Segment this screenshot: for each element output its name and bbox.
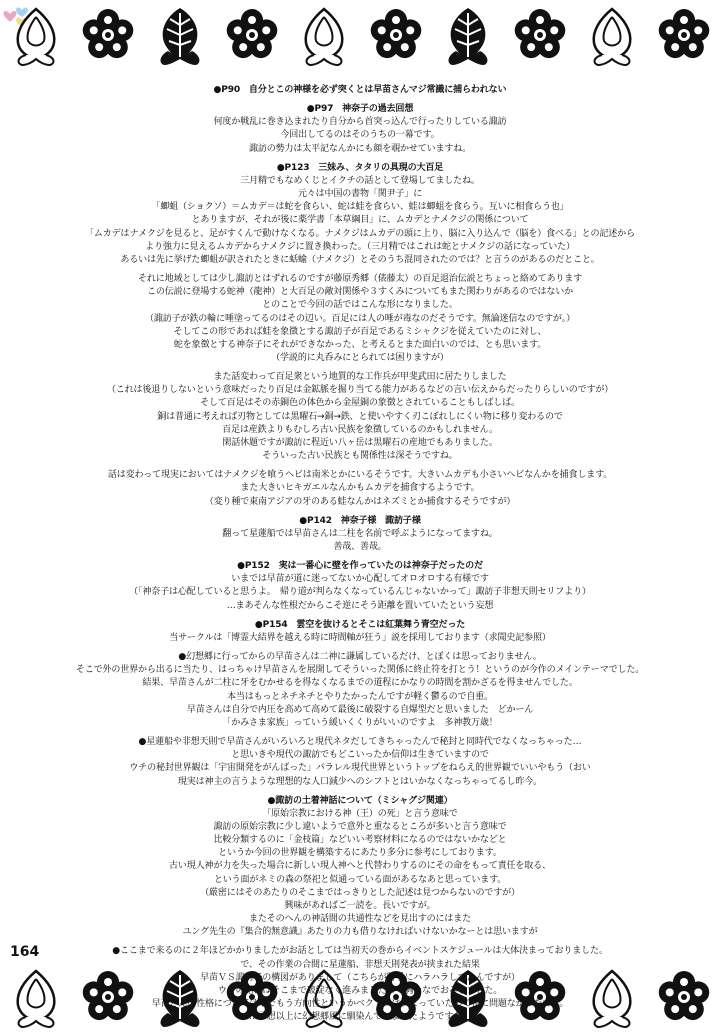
text-line: （これは後退りしないという意味だったり百足は金鉱脈を掘り当てる能力があるなどの言い伝えからだったりらしいのですが） [106, 385, 614, 396]
crest-leaf-icon [438, 5, 498, 67]
text-line: 「原始宗教における神（王）の死」と言う意味で [262, 808, 458, 819]
crest-five-petal-icon [78, 5, 138, 67]
crest-triangle-icon [582, 5, 642, 67]
text-line: （学説的に丸呑みにとられては困りますが） [271, 352, 449, 363]
text-line: 翻って星蓮船では早苗さんは二柱を名前で呼ぶようになってますね。 [222, 528, 498, 539]
section-heading: ●P152 実は一番心に壁を作っていたのは神奈子だったのだ [237, 561, 483, 572]
section-heading: ●諏訪の土着神話について（ミシャグジ関連） [267, 795, 453, 806]
text-line: …予想以上に幻想郷風に馴染んでしまったようですが。 [248, 1012, 472, 1023]
text-line: あるいは先に挙げた蝍蛆が訳されたときに蛞蝓（ナメクジ）とそのうち混同されたのでは？と言うのがあるのだとこと。 [120, 254, 600, 265]
top-crest-border [0, 0, 720, 72]
text-line: とのことで今回の話ではこんな形になりました。 [262, 300, 458, 311]
crest-triangle-icon [294, 5, 354, 67]
paragraph [8, 162, 712, 267]
text-line: この伝説に登場する蛇神（龍神）と大百足の敵対関係や３すくみについてもまた関わりがあるのではないか [146, 287, 574, 298]
text-line: そういった古い民族とも関係性は深そうですね。 [262, 451, 458, 462]
text-line: （「神奈子は心配していると思うよ。 帰り道が判らなくなっているんじゃないかって」諏訪子非想天則セリフより） [129, 587, 591, 598]
text-line: 現実は神主の言うような理想的な人口減少へのシフトとはいかなくなっちゃってるし昨今。 [177, 776, 543, 787]
text-line: （変り種で東南アジアの牙のある蛙なんかはネズミとか捕食するそうですが） [204, 496, 516, 507]
text-line: 銅は普通に考えれば刃物としては黒曜石→銅→鉄、と使いやすく刃こぼれしにくい物に移り変わるので [157, 411, 563, 422]
text-line: と思いきや現代の諏訪でもどこいったか信仰は生きていますので [231, 750, 489, 761]
text-line: より強力に見えるムカデからナメクジに置き換わった。（三月精ではこれは蛇とナメクジの話になっていた） [145, 241, 575, 252]
text-line: いまでは早苗が道に迷ってないか心配してオロオロする有様です [231, 574, 489, 585]
text-line: で、その作業の合間に星蓮船、非想天則発表が挟まれた結果 [240, 959, 480, 970]
section-heading: ●P90 自分とこの神様を必ず突くとは早苗さんマジ常識に捕らわれない [213, 85, 507, 95]
crest-five-petal-icon [654, 5, 714, 67]
paragraph [8, 371, 712, 463]
text-line: 興味があればご一読を。長いですが。 [284, 900, 436, 911]
text-line: 今回出してるのはそのうちの一幕です。 [280, 130, 440, 141]
text-line: また話変わって百足衆という地質的な工作兵が甲斐武田に居たりしました [213, 372, 507, 383]
paragraph [8, 945, 712, 1024]
paragraph [8, 84, 712, 97]
text-line: 閑話休題ですが諏訪に程近い八ヶ岳は黒曜石の産地でもありました。 [222, 437, 498, 448]
text-line: ●ここまで来るのに２年ほどかかりましたがお話としては当初天の巻からイベントスケジュールは大体決まっておりました。 [112, 946, 608, 957]
paragraph [8, 736, 712, 789]
text-line: 「蝍蛆（ショクソ）＝ムカデ＝は蛇を食らい、蛇は蛙を食らい、蛙は蝍蛆を食らう。互いに相食らう也」 [151, 202, 569, 213]
text-line: 諏訪の原始宗教に少し違いようで意外と重なるところが多いと言う意味で [213, 821, 507, 832]
text-line: 比較分類するのに「金枝篇」などいい考察材料になるのではないかなどと [213, 835, 507, 846]
text-line: それに地域としては少し諏訪とはずれるのですが藤原秀郷（俵藤太）の百足退治伝説とちょっと絡めてあります [137, 274, 583, 285]
text-line: 本当はもっとネチネチとやりたかったんですが軽く鬱るので自重。 [226, 691, 494, 702]
page-number: 164 [10, 944, 40, 960]
crest-five-petal-icon [366, 5, 426, 67]
text-line: そしてこの形であれば蛙を象徴とする諏訪子が百足であるミシャクジを従えていたのに対し、 [173, 326, 547, 337]
text-line: ●幻想郷に行ってからの早苗さんは二神に謙属しているだけ、とぼくは思っておりません。 [178, 652, 542, 663]
paragraph [8, 795, 712, 940]
section-heading: ●P97 神奈子の過去回想 [306, 104, 414, 115]
paragraph [8, 515, 712, 554]
text-line: 諏訪の勢力は太平記なんかにも顔を覗かせていますね。 [248, 143, 472, 154]
paragraph [8, 651, 712, 730]
text-line: というか今回の世界観を構築するにあたり多分に参考にしております。 [218, 848, 502, 859]
text-line: 結果、早苗さんが二柱に牙をむかせるを得なくなるまでの道程にかなりの時間を割かざるを得ませんでした。 [142, 678, 578, 689]
section-heading: ●P123 三妹み、タタリの具現の大百足 [276, 162, 444, 173]
text-line: 何度か戦乱に巻き込まれたり自分から首突っ込んで行ったりしている諏訪 [213, 117, 507, 128]
paragraph [8, 560, 712, 613]
text-line: 早苗ＶＳ諏訪子の構図がありまして（こちらが勝手にハラハラしてたんですが） [200, 972, 520, 983]
text-line: 早苗さんは自分で内圧を高めて高めて最後に破裂する自爆型だと思いました どかーん [186, 704, 534, 715]
afterword-text [8, 84, 712, 1023]
paragraph [8, 619, 712, 645]
paragraph [8, 469, 712, 508]
text-line: …まあそんな性根だからこそ逆にそう距離を置いていたという妄想 [226, 600, 494, 611]
text-line: またそのへんの神話間の共通性などを見出すのにはまた [248, 914, 472, 925]
text-line: （厳密にはそのあたりのそこまではっきりとした記述は見つからないのですが） [200, 887, 520, 898]
text-line: 「ムカデはナメクジを見ると、足がすくんで動けなくなる。ナメクジはムカデの頭に上り、脳に入り込んで（脳を）食べる」との記述から [85, 228, 635, 239]
text-line: そこで外の世界から出るに当たり、はっちゃけ早苗さんを展開してそういった関係に終止符を打とう！というのが今作のメインテーマでした。 [75, 665, 645, 676]
crest-five-petal-icon [510, 5, 570, 67]
text-line: 百足は産鉄よりもむしろ古い民族を象徴しているのかもしれません。 [222, 424, 498, 435]
section-heading: ●P154 雲空を抜けるとそこは紅葉舞う青空だった [254, 619, 466, 630]
text-line: 早苗さんの性格については地でもう方向性というかベクトルは決まっていたので特に問題なかったです。 [151, 999, 569, 1009]
crest-five-petal-icon [222, 5, 282, 67]
text-line: 話は変わって現実においてはナメクジを喰うヘビは南米とかにいるそうです。大きいムカデも小さいヘビなんかを捕食します。 [107, 470, 613, 481]
text-line: そして百足はその赤銅色の体色から金屋銅の象徴とされていることもしばしば。 [200, 398, 520, 409]
text-line: ユング先生の『集合的無意識』あたりの力も借りなければいけないかなーとは思いますが [182, 927, 538, 938]
text-line: 元々は中国の書物「関尹子」に [297, 189, 423, 200]
text-line: 「かみさま家族」っていう緩いくくりがいいのですよ 多神教万歳！ [222, 717, 498, 728]
crest-triangle-icon [6, 5, 66, 67]
text-line: 三月精でもなめくじとイクチの話として登場してましたね。 [240, 175, 480, 186]
text-line: ●星蓮船や非想天則で早苗さんがいろいろと現代ネタだしてきちゃったんで秘封と同時代でなくなっちゃった… [138, 737, 582, 748]
text-line: 善哉、善哉。 [333, 542, 387, 552]
text-line: 当サークルは「博霊大結界を越える時に時間軸が狂う」説を採用しております（求聞史記参照） [169, 632, 551, 643]
text-line: という面がネミの森の祭祀と似通っている面があるなあと思っています。 [213, 874, 507, 885]
text-line: とありますが、それが後に薬学書「本草綱目」に、ムカデとナメクジの関係について [191, 215, 529, 226]
text-line: 古い現人神が力を失った場合に新しい現人神へと代替わりするのにその命をもって責任を取る、 [169, 861, 551, 872]
paragraph [8, 273, 712, 365]
text-line: （諏訪子が鉄の輪に唾塗ってるのはその辺い。百足には人の唾が毒なのだそうです。無論迷信なのですが。） [145, 313, 575, 324]
paragraph [8, 103, 712, 156]
text-line: ウチの話にはそこまで破綻なく進みましたので胸をなでおろしました。 [217, 985, 503, 996]
text-line: ウチの秘封世界観は「宇宙開発をがんばった」パラレル現代世界というトップをねらえ的世界観でいいやもう（おい [129, 763, 591, 774]
crest-leaf-icon [150, 5, 210, 67]
section-heading: ●P142 神奈子様 諏訪子様 [299, 515, 421, 526]
text-line: 蛇を象徴とする神奈子にそれができなかった、と考えるとまた面白いのでは、とも思います。 [173, 339, 547, 350]
text-line: また大きいヒキガエルなんかもムカデを捕食するようです。 [240, 483, 480, 494]
